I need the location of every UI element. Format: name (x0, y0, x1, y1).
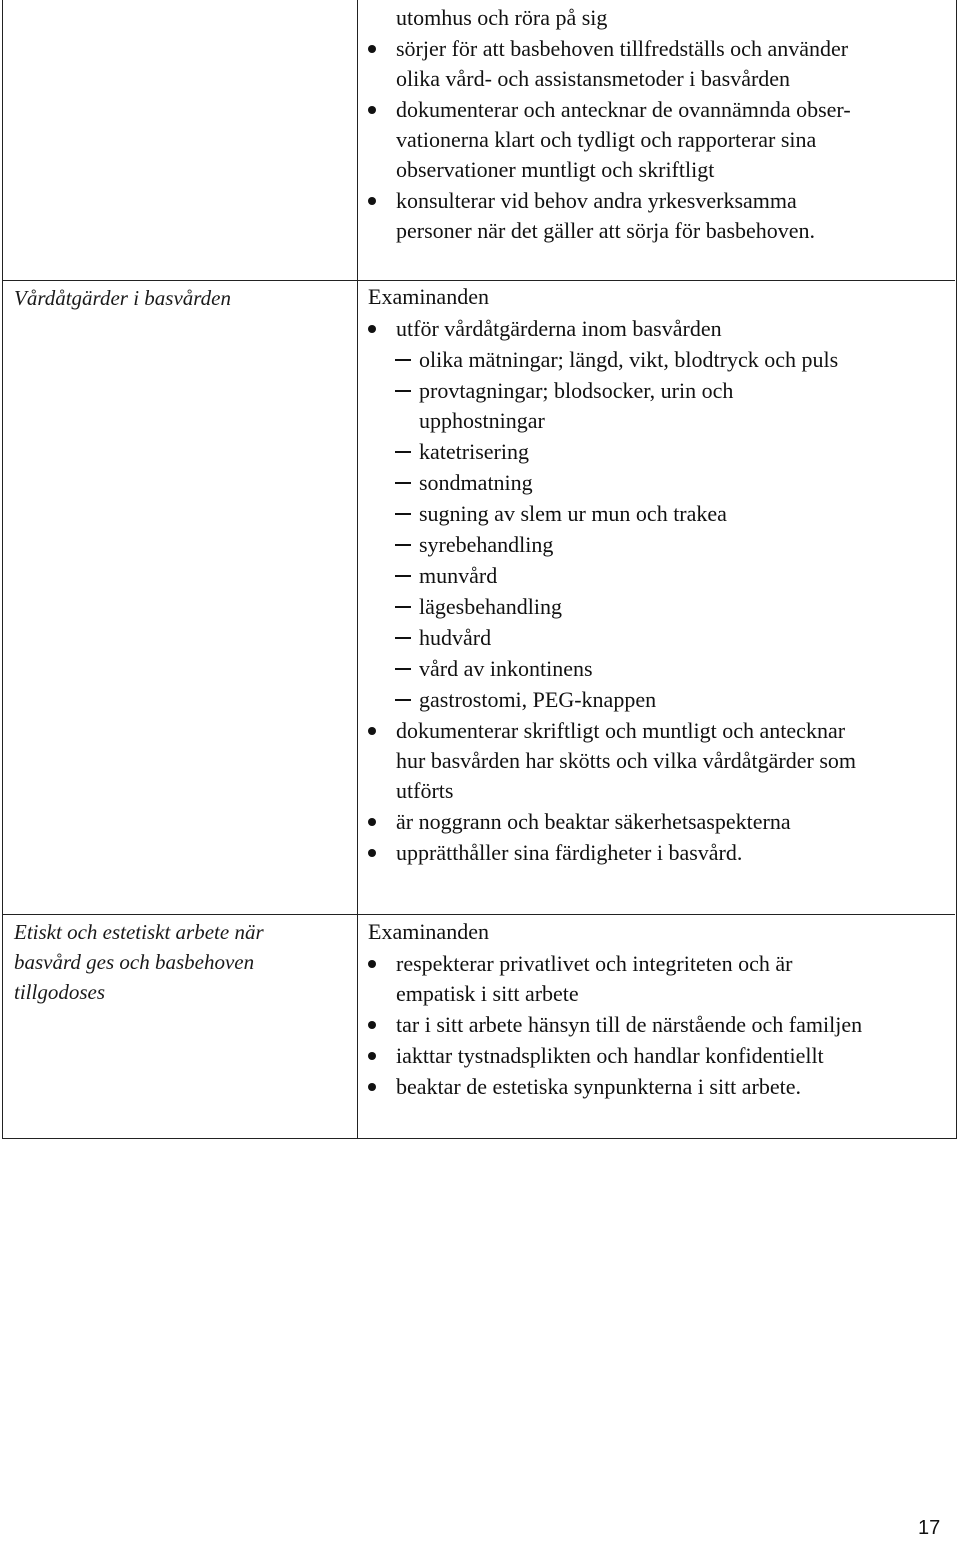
dash-icon (395, 544, 411, 546)
line-text: iakttar tystnadsplikten och handlar konfidentiellt (396, 1043, 824, 1068)
line-text: dokumenterar skriftligt och muntligt och antecknar (396, 718, 846, 743)
dash-icon (395, 606, 411, 608)
basvard-criteria (368, 281, 953, 868)
bullet-icon (368, 1021, 376, 1029)
dash-item (368, 684, 953, 715)
continuation-line (368, 125, 953, 155)
dash-icon (395, 482, 411, 484)
line-text: tar i sitt arbete hänsyn till de närstående och familjen (396, 1012, 863, 1037)
bullet-item (368, 1071, 953, 1102)
bullet-icon (368, 106, 376, 114)
bullet-icon (368, 45, 376, 53)
continuation-line (368, 64, 953, 94)
dash-icon (395, 359, 411, 361)
bullet-item (368, 1040, 953, 1071)
dash-item (368, 560, 953, 591)
line-text: empatisk i sitt arbete (396, 981, 579, 1006)
line-text: gastrostomi, PEG-knappen (419, 687, 657, 712)
bullet-item (368, 313, 953, 344)
row-divider-2 (3, 914, 955, 915)
row-label-etiskt (14, 917, 349, 1007)
line-text: beaktar de estetiska synpunkterna i sitt arbete. (396, 1074, 802, 1099)
row-label-basvard (14, 283, 349, 313)
dash-icon (395, 390, 411, 392)
line-text: lägesbehandling (419, 594, 562, 619)
continuation-line (368, 216, 953, 246)
continuation-line (368, 746, 953, 776)
line-text: utomhus och röra på sig (396, 5, 608, 30)
line-text: vård av inkontinens (419, 656, 593, 681)
line-text: konsulterar vid behov andra yrkesverksamma (396, 188, 797, 213)
dash-icon (395, 668, 411, 670)
dash-item (368, 653, 953, 684)
dash-item (368, 498, 953, 529)
line-text: sugning av slem ur mun och trakea (419, 501, 727, 526)
line-text: syrebehandling (419, 532, 554, 557)
line-text: är noggrann och beaktar säkerhetsaspekterna (396, 809, 791, 834)
examinanden-heading: Examinanden (368, 284, 489, 309)
row-label-basvard-text: Vårdåtgärder i basvården (14, 286, 231, 310)
line-text: utförts (396, 778, 454, 803)
column-divider (357, 0, 358, 1139)
line-text: dokumenterar och antecknar de ovannämnda obser- (396, 97, 851, 122)
dash-item (368, 375, 953, 406)
line-text: upprätthåller sina färdigheter i basvård. (396, 840, 743, 865)
line-text: hudvård (419, 625, 492, 650)
line-text: observationer muntligt och skriftligt (396, 157, 715, 182)
line-text: sondmatning (419, 470, 533, 495)
dash-item (368, 344, 953, 375)
bullet-item (368, 33, 953, 64)
line-text: katetrisering (419, 439, 529, 464)
line-text: munvård (419, 563, 498, 588)
dash-item (368, 591, 953, 622)
bullet-item (368, 837, 953, 868)
continuation-line (368, 3, 953, 33)
dash-icon (395, 513, 411, 515)
dash-item (368, 436, 953, 467)
dash-item (368, 622, 953, 653)
bullet-icon (368, 197, 376, 205)
examinanden-heading: Examinanden (368, 919, 489, 944)
dash-icon (395, 575, 411, 577)
continuation-line (368, 155, 953, 185)
bullet-icon (368, 960, 376, 968)
line-text: provtagningar; blodsocker, urin och (419, 378, 734, 403)
top-block-criteria (368, 3, 953, 246)
bullet-item (368, 715, 953, 746)
bullet-icon (368, 849, 376, 857)
bullet-icon (368, 1052, 376, 1060)
dash-icon (395, 451, 411, 453)
bullet-item (368, 948, 953, 979)
bullet-icon (368, 727, 376, 735)
bullet-item (368, 1009, 953, 1040)
bullet-icon (368, 1083, 376, 1091)
line-text: respekterar privatlivet och integriteten och är (396, 951, 793, 976)
page-number: 17 (918, 1517, 941, 1539)
line-text: hur basvården har skötts och vilka vårdåtgärder som (396, 748, 857, 773)
bullet-item (368, 94, 953, 125)
bullet-item (368, 185, 953, 216)
etiskt-criteria (368, 916, 953, 1102)
bullet-icon (368, 325, 376, 333)
line-text: utför vårdåtgärderna inom basvården (396, 316, 722, 341)
row-label-etiskt-line2: basvård ges och basbehoven tillgodoses (14, 950, 255, 1004)
row-label-etiskt-line1: Etiskt och estetiskt arbete när (14, 920, 264, 944)
line-text: olika mätningar; längd, vikt, blodtryck och puls (419, 347, 839, 372)
continuation-line (368, 776, 953, 806)
dash-icon (395, 637, 411, 639)
line-text: sörjer för att basbehoven tillfredställs och använder (396, 36, 849, 61)
line-text: vationerna klart och tydligt och rapporterar sina (396, 127, 817, 152)
line-text: olika vård- och assistansmetoder i basvården (396, 66, 791, 91)
bullet-icon (368, 818, 376, 826)
bullet-item (368, 806, 953, 837)
continuation-line (368, 979, 953, 1009)
line-text: personer när det gäller att sörja för basbehoven. (396, 218, 816, 243)
dash-icon (395, 699, 411, 701)
dash-item (368, 529, 953, 560)
line-text: upphostningar (419, 408, 545, 433)
continuation-line (368, 406, 953, 436)
dash-item (368, 467, 953, 498)
